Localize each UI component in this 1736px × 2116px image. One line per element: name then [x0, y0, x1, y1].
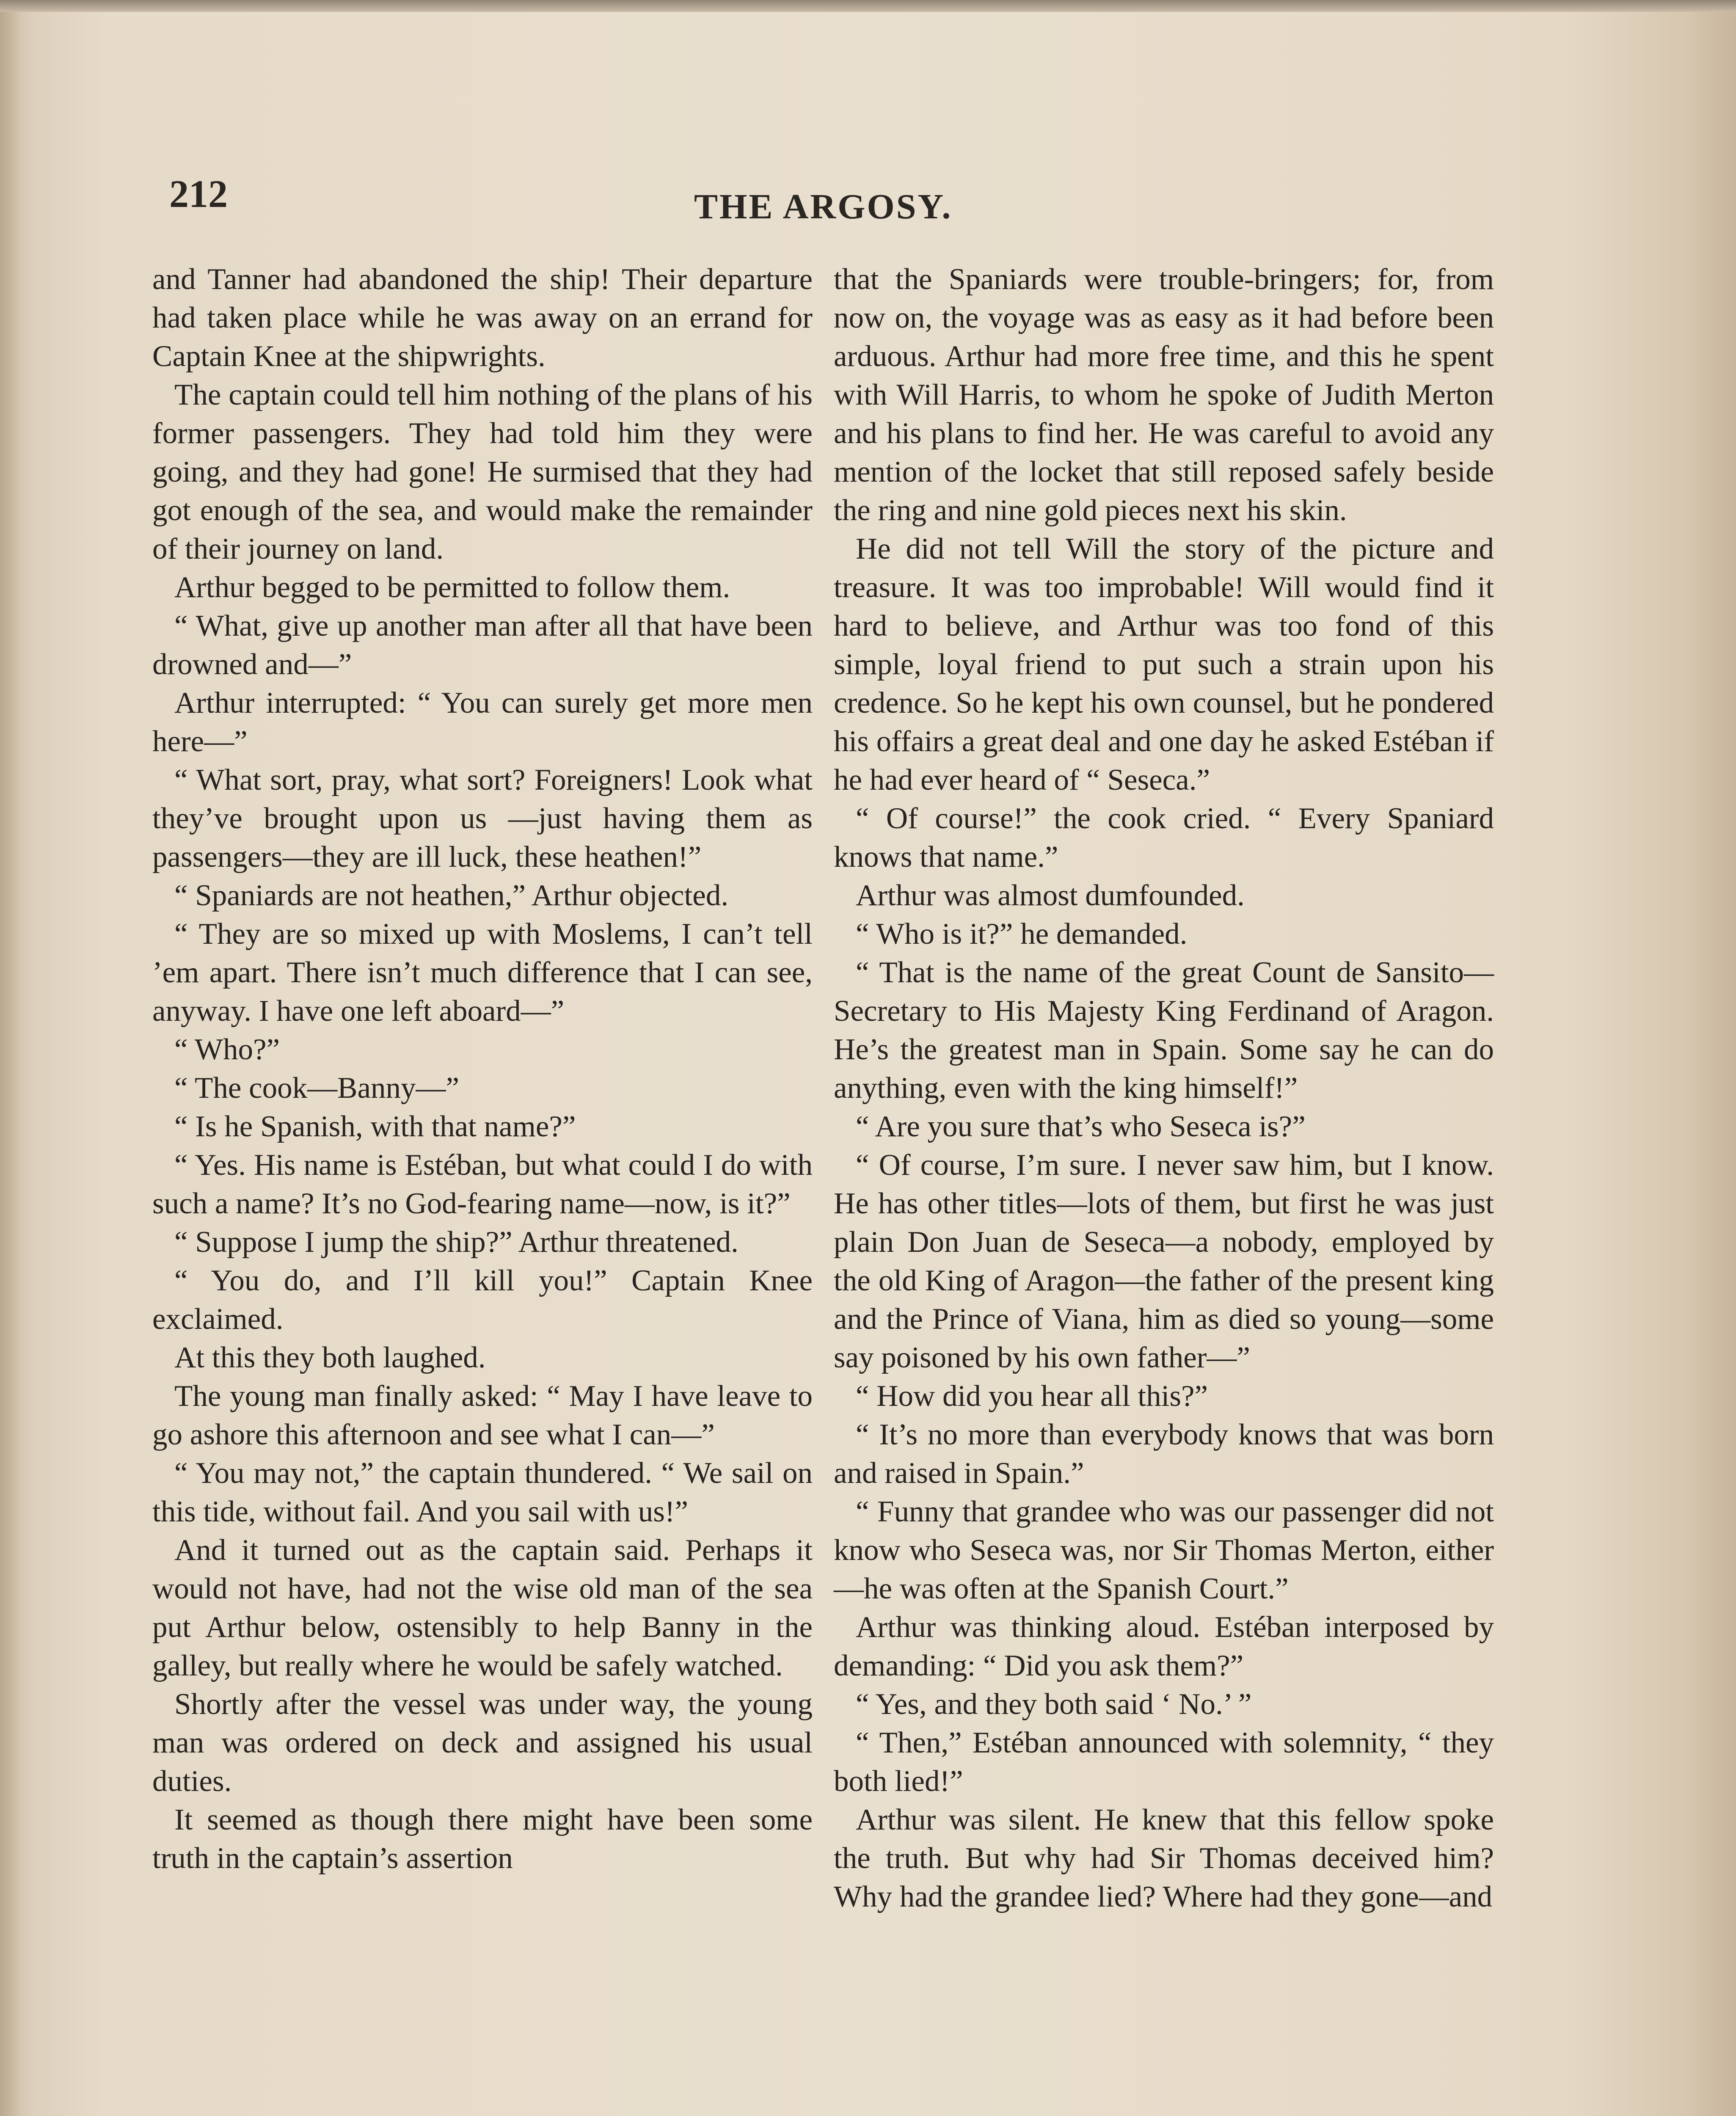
paragraph: “ What, give up another man after all that have been drowned and—” [152, 609, 813, 681]
paragraph: “ Is he Spanish, with that name?” [174, 1110, 576, 1143]
paragraph: And it turned out as the captain said. Perhaps it would not have, had not the wise old man of the sea put Arthur below, ostensibly to help Banny in the galley, but really where he would be safely watched. [152, 1534, 813, 1682]
paragraph: “ Are you sure that’s who Seseca is?” [856, 1110, 1306, 1143]
paragraph: Arthur was almost dumfounded. [856, 879, 1245, 912]
paragraph: “ How did you hear all this?” [856, 1380, 1208, 1413]
paragraph: “ Suppose I jump the ship?” Arthur threatened. [174, 1226, 738, 1259]
paragraph: The captain could tell him nothing of the plans of his former passengers. They had told him they were going, and they had gone! He surmised that they had got enough of the sea, and would make the remainder of their journey on land. [152, 378, 813, 565]
paragraph: Arthur begged to be permitted to follow them. [174, 571, 730, 604]
running-head: THE ARGOSY. [694, 187, 953, 226]
paragraph: “ Yes, and they both said ‘ No.’ ” [856, 1688, 1252, 1721]
paragraph: “ You may not,” the captain thundered. “ We sail on this tide, without fail. And you sail with us!” [152, 1457, 813, 1528]
paragraph: “ Who is it?” he demanded. [856, 917, 1188, 951]
paragraph: “ They are so mixed up with Moslems, I can’t tell ’em apart. There isn’t much difference that I can see, anyway. I have one left aboard—” [152, 917, 813, 1028]
paragraph: It seemed as though there might have been some truth in the captain’s assertion [152, 1803, 813, 1875]
paragraph: Arthur was thinking aloud. Estéban interposed by demanding: “ Did you ask them?” [834, 1611, 1494, 1682]
paragraph: “ Who?” [174, 1033, 280, 1066]
paragraph: He did not tell Will the story of the picture and treasure. It was too improbable! Will would find it hard to believe, and Arthur was too fond of this simple, loyal friend to put such a strain upon his credence. So he kept his own counsel, but he pondered his offairs a great deal and one day he asked Estéban if he had ever heard of “ Seseca.” [834, 532, 1494, 796]
paragraph: “ Spaniards are not heathen,” Arthur objected. [174, 879, 729, 912]
paragraph: “ The cook—Banny—” [174, 1072, 460, 1105]
paragraph: that the Spaniards were trouble-bringers; for, from now on, the voyage was as easy as it had before been arduous. Arthur had more free time, and this he spent with Will Harris, to whom he spoke of Judith Merton and his plans to find her. He was careful to avoid any mention of the locket that still reposed safely beside the ring and nine gold pieces next his skin. [834, 263, 1494, 527]
page-number: 212 [169, 172, 228, 215]
paragraph: “ You do, and I’ll kill you!” Captain Knee exclaimed. [152, 1264, 813, 1336]
paragraph: Arthur was silent. He knew that this fellow spoke the truth. But why had Sir Thomas deceived him? Why had the grandee lied? Where had they gone—and [834, 1803, 1494, 1913]
text-column-right [834, 260, 1494, 1916]
paragraph: “ It’s no more than everybody knows that was born and raised in Spain.” [834, 1418, 1494, 1490]
paragraph: “ Then,” Estéban announced with solemnity, “ they both lied!” [834, 1726, 1494, 1798]
paragraph: “ That is the name of the great Count de Sansito—Secretary to His Majesty King Ferdinand of Aragon. He’s the greatest man in Spain. Some say he can do anything, even with the king himself!” [834, 956, 1494, 1105]
page-edge-top [0, 0, 1736, 12]
paragraph: The young man finally asked: “ May I have leave to go ashore this afternoon and see what I can—” [152, 1380, 813, 1451]
paragraph: “ Of course, I’m sure. I never saw him, but I know. He has other titles—lots of them, but first he was just plain Don Juan de Seseca—a nobody, employed by the old King of Aragon—the father of the present king and the Prince of Viana, him as died so young—some say poisoned by his own father—” [834, 1149, 1494, 1374]
paragraph: “ Of course!” the cook cried. “ Every Spaniard knows that name.” [834, 802, 1494, 873]
page-edge-left [0, 0, 19, 2116]
paragraph: Shortly after the vessel was under way, the young man was ordered on deck and assigned his usual duties. [152, 1688, 813, 1798]
text-column-left [152, 260, 813, 1878]
paragraph: At this they both laughed. [174, 1341, 486, 1374]
paragraph: and Tanner had abandoned the ship! Their departure had taken place while he was away on an errand for Captain Knee at the shipwrights. [152, 263, 813, 373]
paragraph: “ Funny that grandee who was our passenger did not know who Seseca was, nor Sir Thomas Merton, either—he was often at the Spanish Court.” [834, 1495, 1494, 1605]
paragraph: “ What sort, pray, what sort? Foreigners! Look what they’ve brought upon us —just having them as passengers—they are ill luck, these heathen!” [152, 763, 813, 873]
paragraph: “ Yes. His name is Estéban, but what could I do with such a name? It’s no God-fearing name—now, is it?” [152, 1149, 813, 1220]
paragraph: Arthur interrupted: “ You can surely get more men here—” [152, 686, 813, 758]
